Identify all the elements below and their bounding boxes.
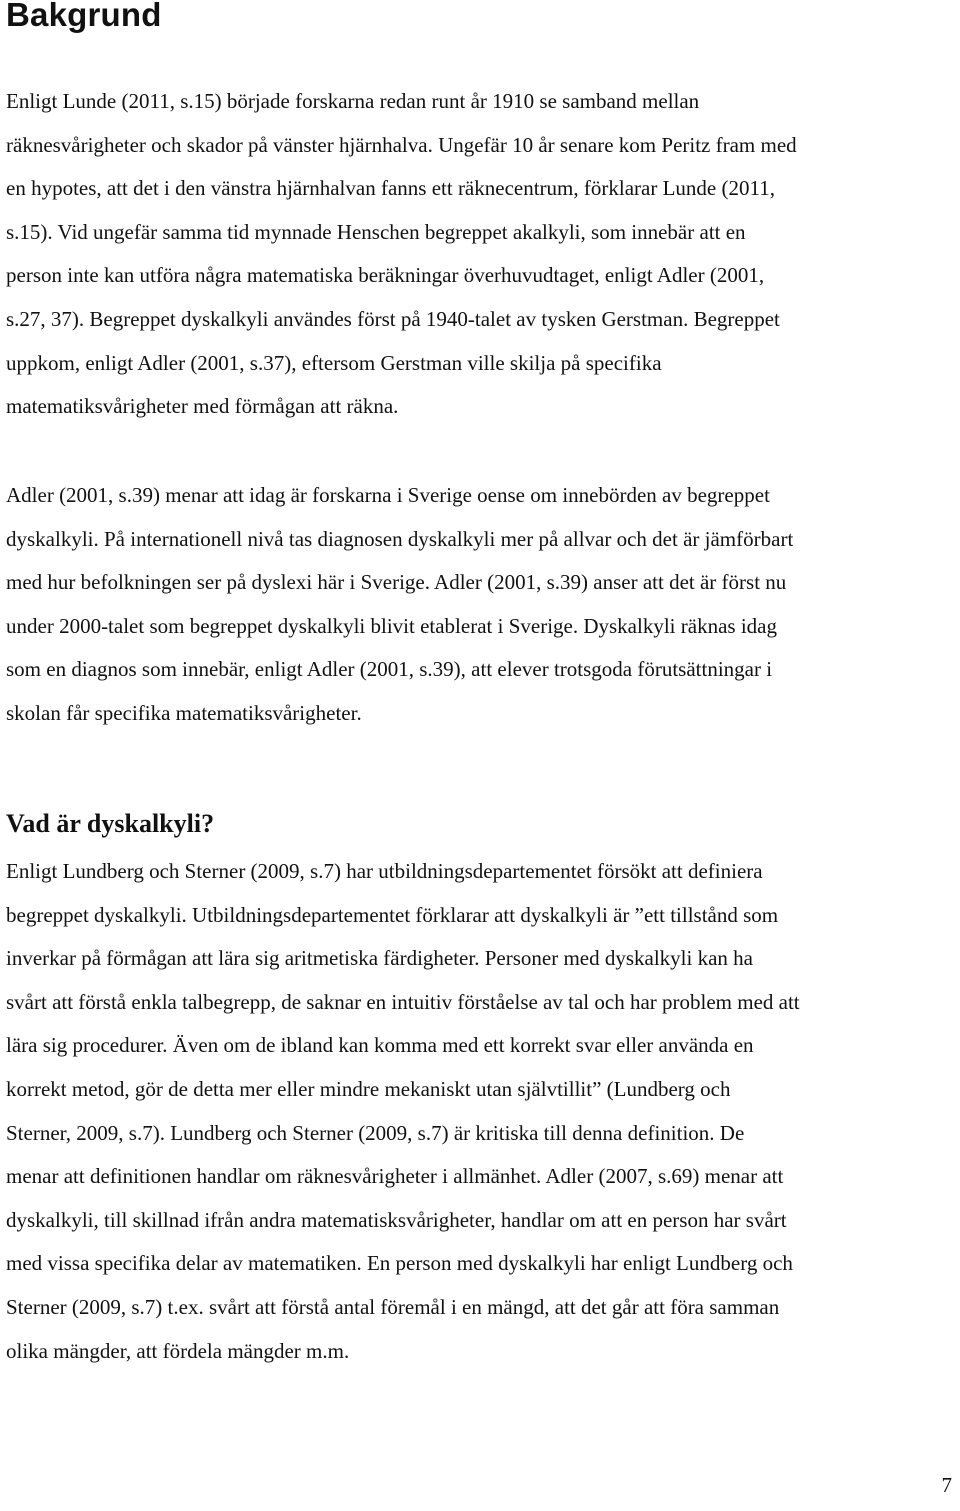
body-paragraph-1: Enligt Lunde (2011, s.15) började forskarna redan runt år 1910 se samband mellan räknesvårigheter och skador på vänster hjärnhalva. Ungefär 10 år senare kom Peritz fram med en hypotes, att det i den vänstra hjärnhalvan fanns ett räknecentrum, förklarar Lunde (2011, s.15). Vid ungefär samma tid mynnade Henschen begreppet akalkyli, som innebär att en person inte kan utföra några matematiska beräkningar överhuvudtaget, enligt Adler (2001, s.27, 37). Begreppet dyskalkyli användes först på 1940-talet av tysken Gerstman. Begreppet uppkom, enligt Adler (2001, s.37), eftersom Gerstman ville skilja på specifika matematiksvårigheter med förmågan att räkna. bbox=[6, 89, 797, 419]
subsection-heading: Vad är dyskalkyli? bbox=[6, 809, 215, 838]
section-heading: Bakgrund bbox=[6, 0, 162, 33]
body-paragraph-3: Enligt Lundberg och Sterner (2009, s.7) har utbildningsdepartementet försökt att definiera begreppet dyskalkyli. Utbildningsdepartementet förklarar att dyskalkyli är ”ett tillstånd som inverkar på förmågan att lära sig aritmetiska färdigheter. Personer med dyskalkyli kan ha svårt att förstå enkla talbegrepp, de saknar en intuitiv förståelse av tal och har problem med att lära sig procedurer. Även om de ibland kan komma med ett korrekt svar eller använda en korrekt metod, gör de detta mer eller mindre mekaniskt utan självtillit” (Lundberg och Sterner, 2009, s.7). Lundberg och Sterner (2009, s.7) är kritiska till denna definition. De menar att definitionen handlar om räknesvårigheter i allmänhet. Adler (2007, s.69) menar att dyskalkyli, till skillnad ifrån andra matematisksvårigheter, handlar om att en person har svårt med vissa specifika delar av matematiken. En person med dyskalkyli har enligt Lundberg och Sterner (2009, s.7) t.ex. svårt att förstå antal föremål i en mängd, att det går att föra samman olika mängder, att fördela mängder m.m. bbox=[6, 859, 800, 1363]
body-paragraph-2: Adler (2001, s.39) menar att idag är forskarna i Sverige oense om innebörden av begreppet dyskalkyli. På internationell nivå tas diagnosen dyskalkyli mer på allvar och det är jämförbart med hur befolkningen ser på dyslexi här i Sverige. Adler (2001, s.39) anser att det är först nu under 2000-talet som begreppet dyskalkyli blivit etablerat i Sverige. Dyskalkyli räknas idag som en diagnos som innebär, enligt Adler (2001, s.39), att elever trotsgoda förutsättningar i skolan får specifika matematiksvårigheter. bbox=[6, 483, 794, 725]
page-number: 7 bbox=[941, 1473, 952, 1497]
